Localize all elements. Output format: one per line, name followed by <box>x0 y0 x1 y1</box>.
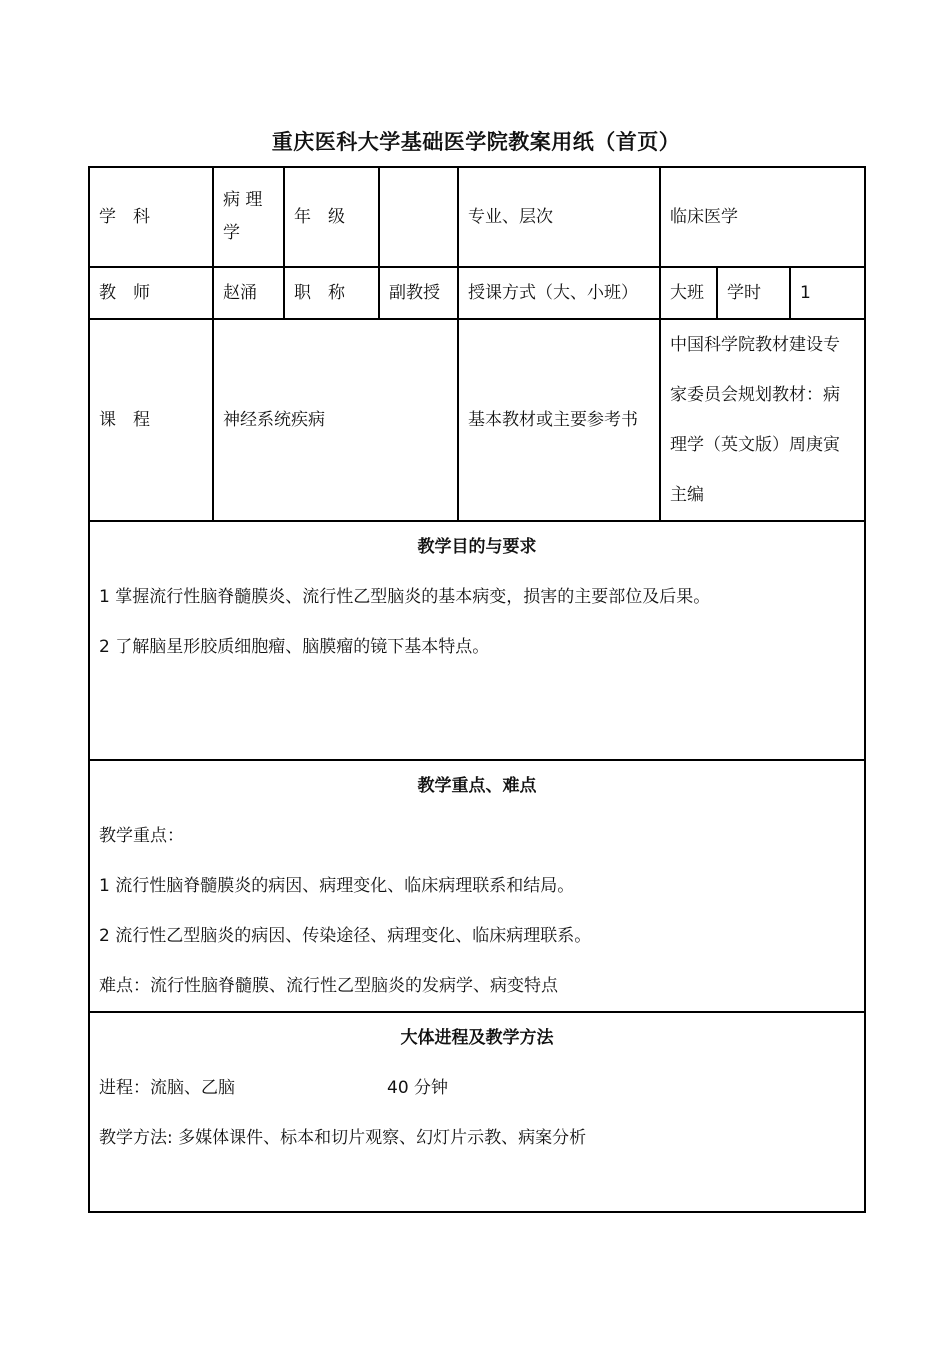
course-label: 课 程 <box>89 319 213 521</box>
page-title: 重庆医科大学基础医学院教案用纸（首页） <box>271 129 681 154</box>
subject-label: 学 科 <box>89 167 213 267</box>
objective-item: 1 掌握流行性脑脊髓膜炎、流行性乙型脑炎的基本病变，损害的主要部位及后果。 <box>99 587 711 607</box>
grade-value <box>379 167 458 267</box>
process-line <box>99 1063 855 1113</box>
keypoints-intro: 教学重点： <box>99 826 184 846</box>
table-row <box>89 267 865 319</box>
rank-value: 副教授 <box>379 267 458 319</box>
hours-value: 1 <box>790 267 865 319</box>
progress-section <box>89 1012 865 1212</box>
teaching-mode-label: 授课方式（大、小班） <box>458 267 660 319</box>
table-row <box>89 319 865 521</box>
table-row <box>89 167 865 267</box>
teaching-mode-value: 大班 <box>660 267 717 319</box>
difficulty-text: 难点：流行性脑脊髓膜、流行性乙型脑炎的发病学、病变特点 <box>99 976 558 996</box>
textbook-value: 中国科学院教材建设专家委员会规划教材：病理学（英文版）周庚寅主编 <box>660 319 865 521</box>
teaching-methods: 教学方法: 多媒体课件、标本和切片观察、幻灯片示教、病案分析 <box>99 1128 587 1148</box>
major-value: 临床医学 <box>660 167 865 267</box>
keypoint-item: 1 流行性脑脊髓膜炎的病因、病理变化、临床病理联系和结局。 <box>99 876 575 896</box>
course-value: 神经系统疾病 <box>213 319 458 521</box>
process-time: 40 分钟 <box>387 1078 449 1098</box>
lesson-plan-table <box>88 166 866 1213</box>
objectives-heading: 教学目的与要求 <box>417 537 537 557</box>
rank-label: 职 称 <box>284 267 379 319</box>
teacher-label: 教 师 <box>89 267 213 319</box>
keypoint-item: 2 流行性乙型脑炎的病因、传染途径、病理变化、临床病理联系。 <box>99 926 592 946</box>
table-row <box>89 760 865 1012</box>
textbook-label: 基本教材或主要参考书 <box>458 319 660 521</box>
objective-item: 2 了解脑星形胶质细胞瘤、脑膜瘤的镜下基本特点。 <box>99 637 490 657</box>
hours-label: 学时 <box>717 267 790 319</box>
grade-label: 年 级 <box>284 167 379 267</box>
subject-value: 病 理学 <box>213 167 284 267</box>
objectives-section <box>89 521 865 760</box>
table-row <box>89 1012 865 1212</box>
major-label: 专业、层次 <box>458 167 660 267</box>
table-row <box>89 521 865 760</box>
keypoints-section <box>89 760 865 1012</box>
teacher-value: 赵涌 <box>213 267 284 319</box>
process-label: 进程：流脑、乙脑 <box>99 1078 235 1098</box>
keypoints-heading: 教学重点、难点 <box>417 776 537 796</box>
progress-heading: 大体进程及教学方法 <box>400 1028 554 1048</box>
